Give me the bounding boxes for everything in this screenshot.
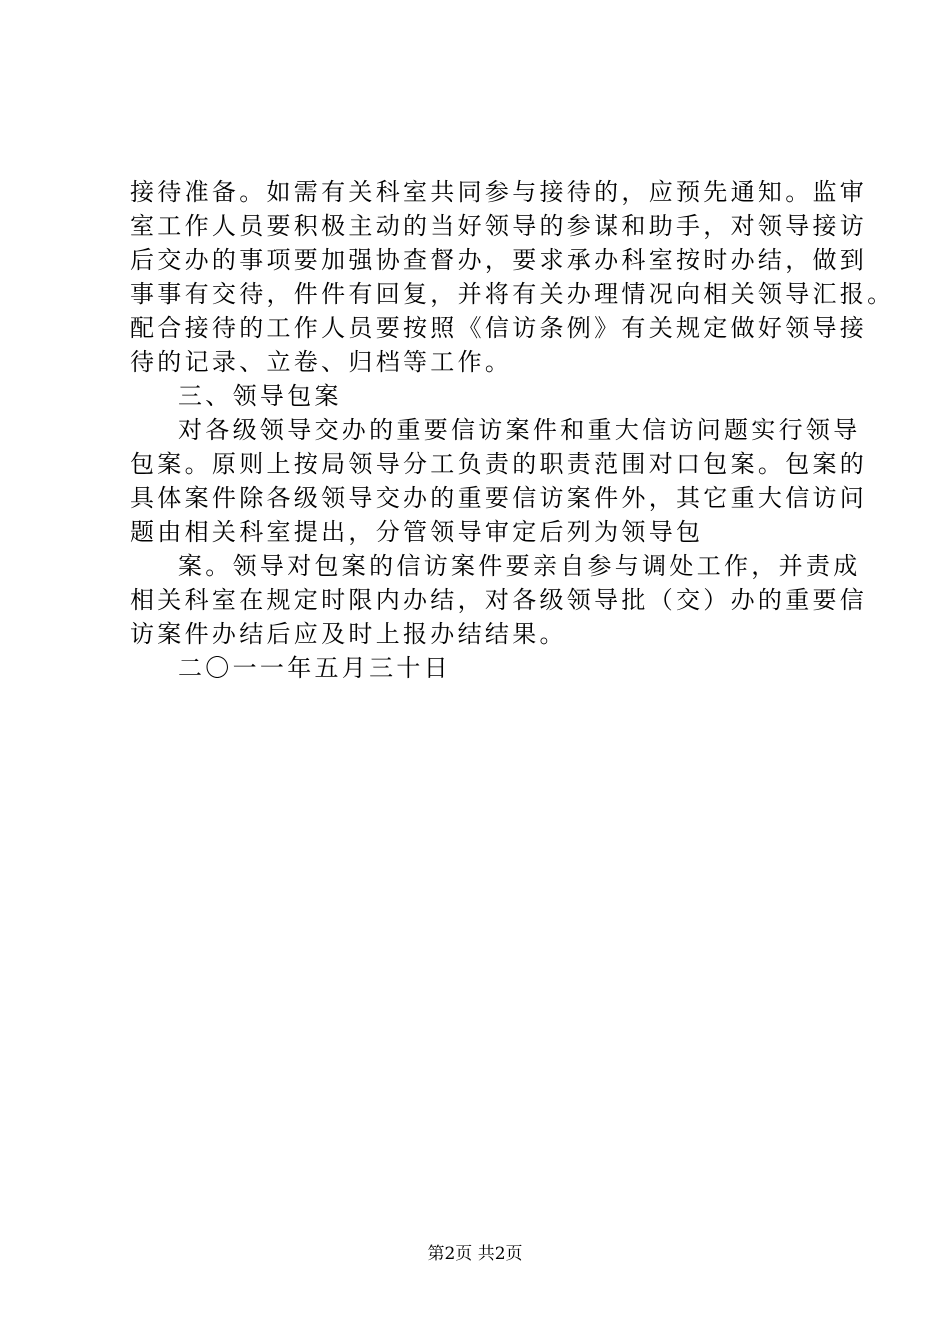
paragraph-line: 访案件办结后应及时上报办结结果。 [130, 620, 567, 648]
paragraph-line: 相关科室在规定时限内办结，对各级领导批（交）办的重要信 [130, 586, 868, 614]
paragraph-line: 包案。原则上按局领导分工负责的职责范围对口包案。包案的 [130, 450, 868, 478]
paragraph-line: 后交办的事项要加强协查督办，要求承办科室按时办结，做到 [130, 246, 868, 274]
paragraph-line: 配合接待的工作人员要按照《信访条例》有关规定做好领导接 [130, 314, 868, 342]
paragraph-line: 对各级领导交办的重要信访案件和重大信访问题实行领导 [178, 416, 861, 444]
paragraph-line: 事事有交待，件件有回复，并将有关办理情况向相关领导汇报。 [130, 280, 895, 308]
paragraph-line: 室工作人员要积极主动的当好领导的参谋和助手，对领导接访 [130, 212, 868, 240]
section-heading: 三、领导包案 [178, 382, 342, 410]
paragraph-line: 题由相关科室提出，分管领导审定后列为领导包 [130, 518, 704, 546]
paragraph-line: 待的记录、立卷、归档等工作。 [130, 348, 513, 376]
document-date: 二〇一一年五月三十日 [178, 654, 451, 682]
page-number-footer: 第2页 共2页 [427, 1244, 523, 1264]
paragraph-line: 案。领导对包案的信访案件要亲自参与调处工作，并责成 [178, 552, 861, 580]
paragraph-line: 具体案件除各级领导交办的重要信访案件外，其它重大信访问 [130, 484, 868, 512]
paragraph-line: 接待准备。如需有关科室共同参与接待的，应预先通知。监审 [130, 178, 868, 206]
